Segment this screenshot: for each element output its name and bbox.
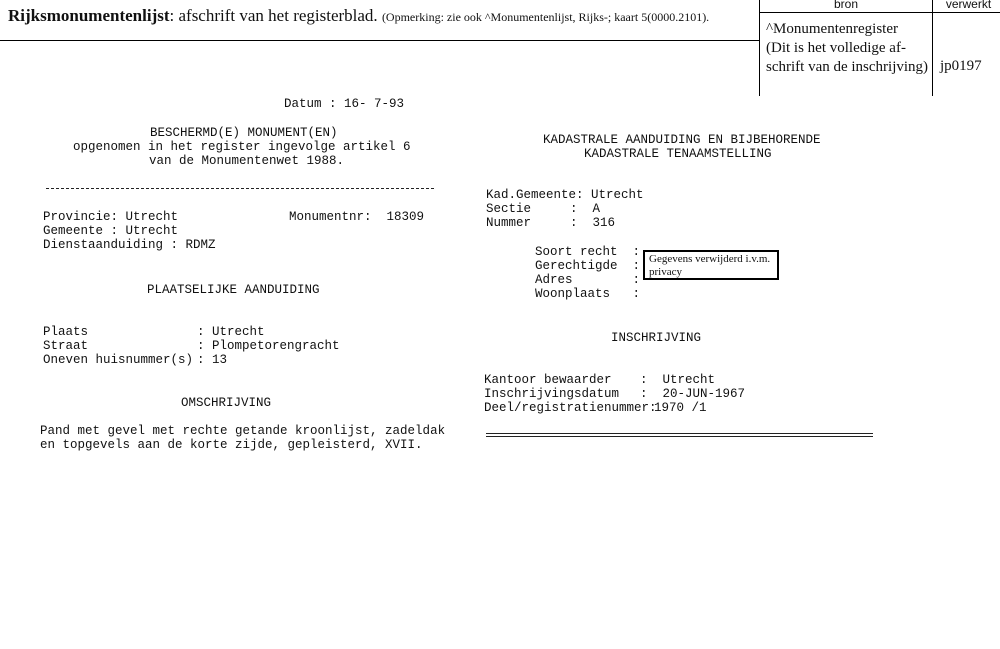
register-heading-line-3: van de Monumentenwet 1988. bbox=[149, 154, 345, 168]
sectie-label: Sectie bbox=[486, 202, 532, 216]
inschrijvingsdatum-label: Inschrijvingsdatum bbox=[484, 387, 620, 401]
source-table bbox=[759, 0, 1000, 96]
dienst-label: Dienstaanduiding : bbox=[43, 238, 179, 252]
bron-line-3: schrift van de inschrijving) bbox=[766, 59, 929, 75]
table-header-divider bbox=[760, 12, 1000, 13]
kadaster-heading-line-2: KADASTRALE TENAAMSTELLING bbox=[584, 147, 772, 161]
kadaster-heading-line-1: KADASTRALE AANDUIDING EN BIJBEHORENDE bbox=[543, 133, 821, 147]
page-header bbox=[0, 0, 760, 41]
gemeente-label: Gemeente : bbox=[43, 224, 119, 238]
kantoor-value: : Utrecht bbox=[640, 373, 716, 387]
monumentnr-value: 18309 bbox=[386, 210, 425, 224]
nummer-label: Nummer bbox=[486, 216, 532, 230]
kadgemeente-value: Utrecht bbox=[591, 188, 644, 202]
title-note: (Opmerking: zie ook ^Monumentenlijst, Rijks-; kaart 5(0000.2101). bbox=[381, 10, 710, 24]
bron-cell bbox=[766, 20, 932, 77]
column-header-verwerkt: verwerkt bbox=[945, 0, 992, 11]
omschrijving-line-2: en topgevels aan de korte zijde, gepleisterd, XVII. bbox=[40, 438, 423, 452]
soort-recht-label: Soort recht : bbox=[535, 245, 641, 259]
register-heading-line-1: BESCHERMD(E) MONUMENT(EN) bbox=[150, 126, 338, 140]
closing-rule-2 bbox=[486, 436, 873, 437]
title-rest: : afschrift van het registerblad. bbox=[169, 6, 378, 25]
bron-line-1: ^Monumentenregister bbox=[766, 21, 899, 37]
closing-rule-1 bbox=[486, 433, 873, 434]
deel-value: 1970 /1 bbox=[654, 401, 707, 415]
privacy-notice-box: Gegevens verwijderd i.v.m. privacy bbox=[643, 250, 779, 280]
dashed-divider bbox=[46, 188, 434, 189]
nummer-value: : 316 bbox=[570, 216, 616, 230]
title-bold: Rijksmonumentenlijst bbox=[8, 6, 170, 25]
provincie-label: Provincie: bbox=[43, 210, 119, 224]
huisnr-value: : 13 bbox=[197, 353, 228, 367]
provincie-value: Utrecht bbox=[125, 210, 179, 224]
register-heading-line-2: opgenomen in het register ingevolge artikel 6 bbox=[73, 140, 411, 154]
column-header-bron: bron bbox=[833, 0, 859, 11]
gemeente-row bbox=[43, 224, 178, 238]
monumentnr-row bbox=[289, 210, 424, 224]
verwerkt-cell: jp0197 bbox=[940, 58, 982, 74]
inschrijvingsdatum-value: : 20-JUN-1967 bbox=[640, 387, 746, 401]
kadgemeente-row bbox=[486, 188, 644, 202]
datum-row bbox=[284, 97, 404, 111]
plaatselijk-heading: PLAATSELIJKE AANDUIDING bbox=[147, 283, 320, 297]
omschrijving-line-1: Pand met gevel met rechte getande kroonlijst, zadeldak bbox=[40, 424, 446, 438]
dienst-value: RDMZ bbox=[185, 238, 216, 252]
table-column-divider bbox=[932, 0, 933, 96]
plaats-label: Plaats bbox=[43, 325, 89, 339]
provincie-row bbox=[43, 210, 178, 224]
gemeente-value: Utrecht bbox=[125, 224, 179, 238]
straat-label: Straat bbox=[43, 339, 89, 353]
deel-label: Deel/registratienummer: bbox=[484, 401, 657, 415]
bron-line-2: (Dit is het volledige af- bbox=[766, 40, 906, 56]
straat-value: : Plompetorengracht bbox=[197, 339, 340, 353]
datum-value: 16- 7-93 bbox=[344, 97, 405, 111]
inschrijving-heading: INSCHRIJVING bbox=[611, 331, 702, 345]
plaats-value: : Utrecht bbox=[197, 325, 265, 339]
kantoor-label: Kantoor bewaarder bbox=[484, 373, 612, 387]
kadgemeente-label: Kad.Gemeente: bbox=[486, 188, 584, 202]
sectie-value: : A bbox=[570, 202, 601, 216]
omschrijving-heading: OMSCHRIJVING bbox=[181, 396, 272, 410]
datum-label: Datum : bbox=[284, 97, 337, 111]
monumentnr-label: Monumentnr: bbox=[289, 210, 372, 224]
adres-label: Adres : bbox=[535, 273, 641, 287]
gerechtigde-label: Gerechtigde : bbox=[535, 259, 641, 273]
woonplaats-label: Woonplaats : bbox=[535, 287, 641, 301]
page-title bbox=[8, 6, 709, 26]
dienst-row bbox=[43, 238, 216, 252]
huisnr-label: Oneven huisnummer(s) bbox=[43, 353, 194, 367]
